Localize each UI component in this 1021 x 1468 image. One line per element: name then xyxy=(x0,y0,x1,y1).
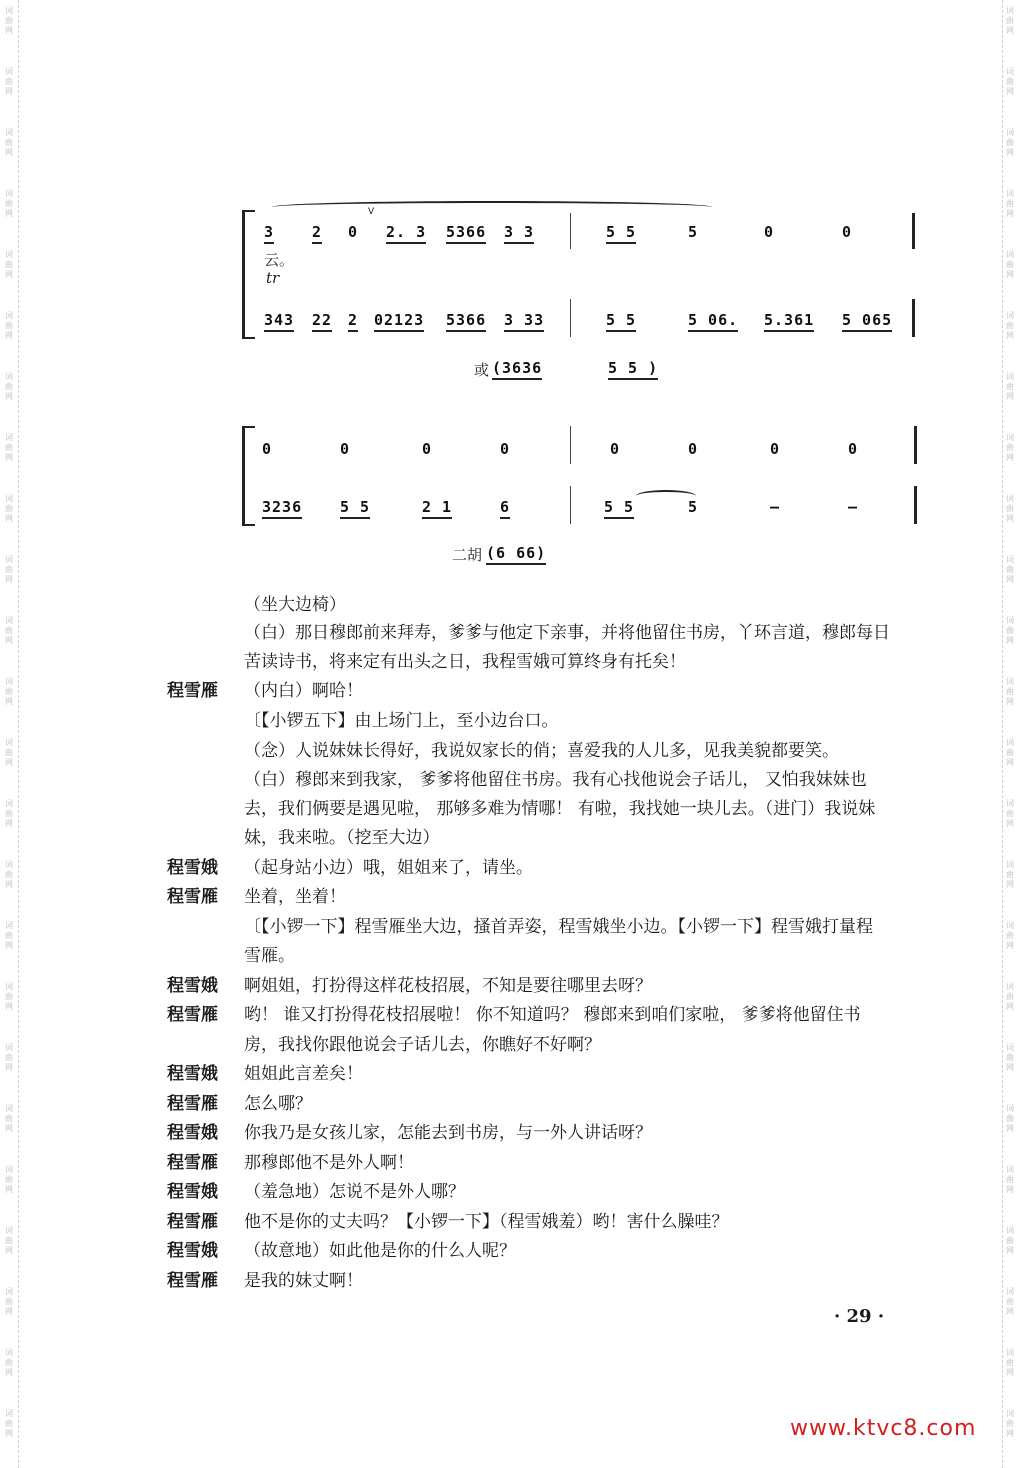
note: 2 xyxy=(312,223,322,244)
note: 343 xyxy=(264,311,294,332)
note: 5 5 xyxy=(340,498,370,519)
script-line: 姐姐此言差矣！ xyxy=(244,1064,363,1084)
end-barline xyxy=(912,213,915,249)
speaker-name: 程雪娥 xyxy=(167,1064,218,1084)
margin-watermark-text: 词 曲 网 xyxy=(5,982,13,1011)
script-line: （白）穆郎来到我家， 爹爹将他留住书房。我有心找他说会子话儿， 又怕我妹妹也 xyxy=(244,770,867,790)
margin-watermark-text: 词 曲 网 xyxy=(1006,799,1014,828)
margin-watermark-text: 词 曲 网 xyxy=(5,799,13,828)
note: 2. 3 xyxy=(386,223,426,244)
margin-watermark-text: 词 曲 网 xyxy=(1006,860,1014,889)
margin-watermark-text: 词 曲 网 xyxy=(5,1165,13,1194)
margin-watermark-text: 词 曲 网 xyxy=(5,1348,13,1377)
script-line: 那穆郎他不是外人啊！ xyxy=(244,1153,414,1173)
margin-watermark-text: 词 曲 网 xyxy=(5,1104,13,1133)
speaker-name: 程雪娥 xyxy=(167,1241,218,1261)
note: 3236 xyxy=(262,498,302,519)
speaker-name: 程雪娥 xyxy=(167,976,218,996)
script-line: 苦读诗书，将来定有出头之日，我程雪娥可算终身有托矣！ xyxy=(244,652,686,672)
margin-watermark-text: 词 曲 网 xyxy=(5,494,13,523)
script-line: 妹，我来啦。（挖至大边） xyxy=(244,828,440,848)
script-line: 哟！ 谁又打扮得花枝招展啦！ 你不知道吗？ 穆郎来到咱们家啦， 爹爹将他留住书 xyxy=(244,1005,861,1025)
note: 0 xyxy=(348,223,359,241)
note: 3 xyxy=(264,223,274,244)
margin-watermark-text: 词 曲 网 xyxy=(5,921,13,950)
note: — xyxy=(770,498,781,516)
note: 5 5 xyxy=(606,223,636,244)
speaker-name: 程雪雁 xyxy=(167,1153,218,1173)
tie-slur xyxy=(636,490,696,502)
note: 5 5 xyxy=(604,498,634,519)
end-barline xyxy=(914,486,917,524)
phrase-slur xyxy=(272,201,712,213)
note: 2 xyxy=(348,311,358,332)
margin-watermark-text: 词 曲 网 xyxy=(5,555,13,584)
note: 5 xyxy=(688,223,699,241)
margin-watermark-text: 词 曲 网 xyxy=(1006,982,1014,1011)
script-line: 去，我们俩要是遇见啦， 那够多难为情哪！ 有啦，我找她一块儿去。（进门）我说妹 xyxy=(244,799,876,819)
margin-watermark-text: 词 曲 网 xyxy=(5,433,13,462)
site-watermark: www.ktvc8.com xyxy=(790,1416,977,1441)
margin-watermark-text: 词 曲 网 xyxy=(1006,677,1014,706)
note: 5366 xyxy=(446,311,486,332)
script-line: 雪雁。 xyxy=(244,946,295,966)
barline xyxy=(570,426,571,464)
note: 0 xyxy=(262,440,273,458)
margin-watermark-text: 词 曲 网 xyxy=(5,1226,13,1255)
speaker-name: 程雪雁 xyxy=(167,1271,218,1291)
script-line: 啊姐姐，打扮得这样花枝招展，不知是要往哪里去呀？ xyxy=(244,976,652,996)
barline xyxy=(570,486,571,524)
note: 0 xyxy=(688,440,699,458)
note: 5 06. xyxy=(688,311,738,332)
trill-mark: tr xyxy=(266,269,280,287)
margin-watermark-text: 词 曲 网 xyxy=(1006,372,1014,401)
note: 0 xyxy=(422,440,433,458)
script-line: （坐大边椅） xyxy=(244,595,346,615)
barline xyxy=(570,213,571,249)
margin-watermark-text: 词 曲 网 xyxy=(5,677,13,706)
speaker-name: 程雪雁 xyxy=(167,887,218,907)
note: 2 1 xyxy=(422,498,452,519)
margin-watermark-text: 词 曲 网 xyxy=(1006,433,1014,462)
margin-watermark-text: 词 曲 网 xyxy=(1006,67,1014,96)
end-barline xyxy=(912,299,915,337)
script-line: （故意地）如此他是你的什么人呢？ xyxy=(244,1241,516,1261)
note: 5 xyxy=(688,498,699,516)
note: 0 xyxy=(842,223,853,241)
margin-watermark-text: 词 曲 网 xyxy=(1006,250,1014,279)
margin-watermark-text: 词 曲 网 xyxy=(1006,311,1014,340)
score-brace xyxy=(242,210,255,339)
erhu-label: 二胡 xyxy=(452,546,483,564)
note: 02123 xyxy=(374,311,424,332)
note: 22 xyxy=(312,311,332,332)
note: 5 5 xyxy=(606,311,636,332)
score-brace xyxy=(242,426,255,526)
script-line: 房，我找你跟他说会子话儿去，你瞧好不好啊？ xyxy=(244,1035,601,1055)
speaker-name: 程雪娥 xyxy=(167,858,218,878)
margin-watermark-text: 词 曲 网 xyxy=(5,372,13,401)
speaker-name: 程雪雁 xyxy=(167,1212,218,1232)
note: 0 xyxy=(770,440,781,458)
margin-watermark-text: 词 曲 网 xyxy=(1006,6,1014,35)
note: 3 3 xyxy=(504,223,534,244)
margin-watermark-text: 词 曲 网 xyxy=(5,250,13,279)
margin-watermark-text: 词 曲 网 xyxy=(1006,494,1014,523)
margin-watermark-text: 词 曲 网 xyxy=(5,1287,13,1316)
note: 5 065 xyxy=(842,311,892,332)
script-line: 〔【小锣一下】程雪雁坐大边，搔首弄姿，程雪娥坐小边。【小锣一下】程雪娥打量程 xyxy=(244,917,873,937)
script-line: 他不是你的丈夫吗？【小锣一下】（程雪娥羞）哟！害什么臊哇？ xyxy=(244,1212,729,1232)
breath-mark: V xyxy=(368,207,375,217)
margin-watermark-text: 词 曲 网 xyxy=(1006,738,1014,767)
lyric-text: 云。 xyxy=(264,251,295,269)
script-line: （内白）啊哈！ xyxy=(244,681,363,701)
margin-watermark-text: 词 曲 网 xyxy=(1006,1409,1014,1438)
margin-watermark-text: 词 曲 网 xyxy=(1006,616,1014,645)
margin-watermark-text: 词 曲 网 xyxy=(1006,189,1014,218)
margin-watermark-text: 词 曲 网 xyxy=(5,1043,13,1072)
margin-watermark-text: 词 曲 网 xyxy=(5,6,13,35)
margin-watermark-text: 词 曲 网 xyxy=(5,1409,13,1438)
script-line: （念）人说妹妹长得好，我说奴家长的俏；喜爱我的人儿多，见我美貌都要笑。 xyxy=(244,741,839,761)
note: 0 xyxy=(848,440,859,458)
score-system-1 xyxy=(238,195,928,385)
script-line: 怎么哪？ xyxy=(244,1094,312,1114)
note: 6 xyxy=(500,498,510,519)
margin-watermark-text: 词 曲 网 xyxy=(1006,1287,1014,1316)
page-number: · 29 · xyxy=(834,1306,885,1327)
margin-watermark-text: 词 曲 网 xyxy=(5,128,13,157)
end-barline xyxy=(914,426,917,464)
note: 5366 xyxy=(446,223,486,244)
note: 5.361 xyxy=(764,311,814,332)
note: 0 xyxy=(500,440,511,458)
margin-watermark-text: 词 曲 网 xyxy=(5,311,13,340)
note: 0 xyxy=(764,223,775,241)
margin-watermark-text: 词 曲 网 xyxy=(1006,1165,1014,1194)
margin-watermark-text: 词 曲 网 xyxy=(1006,1348,1014,1377)
speaker-name: 程雪雁 xyxy=(167,681,218,701)
script-line: （起身站小边）哦，姐姐来了，请坐。 xyxy=(244,858,533,878)
score-system-2 xyxy=(238,420,928,570)
margin-watermark-text: 词 曲 网 xyxy=(1006,555,1014,584)
note: (6 66) xyxy=(486,544,546,565)
script-line: 坐着，坐着！ xyxy=(244,887,346,907)
alternate-label: 或 xyxy=(474,361,490,379)
note: 3 33 xyxy=(504,311,544,332)
script-line: 你我乃是女孩儿家，怎能去到书房，与一外人讲话呀？ xyxy=(244,1123,652,1143)
margin-watermark-text: 词 曲 网 xyxy=(5,616,13,645)
speaker-name: 程雪雁 xyxy=(167,1005,218,1025)
script-line: 是我的妹丈啊！ xyxy=(244,1271,363,1291)
note: — xyxy=(848,498,859,516)
speaker-name: 程雪娥 xyxy=(167,1123,218,1143)
margin-watermark-text: 词 曲 网 xyxy=(1006,1104,1014,1133)
note: 5 5 ) xyxy=(608,359,658,380)
note: 0 xyxy=(610,440,621,458)
margin-watermark-text: 词 曲 网 xyxy=(1006,1043,1014,1072)
margin-watermark-text: 词 曲 网 xyxy=(5,860,13,889)
script-line: （羞急地）怎说不是外人哪？ xyxy=(244,1182,465,1202)
margin-watermark-text: 词 曲 网 xyxy=(1006,1226,1014,1255)
script-line: 〔【小锣五下】由上场门上，至小边台口。 xyxy=(244,711,559,731)
speaker-name: 程雪娥 xyxy=(167,1182,218,1202)
margin-watermark-text: 词 曲 网 xyxy=(5,67,13,96)
script-line: （白）那日穆郎前来拜寿，爹爹与他定下亲事，并将他留住书房，丫环言道，穆郎每日 xyxy=(244,623,890,643)
margin-watermark-text: 词 曲 网 xyxy=(5,189,13,218)
margin-watermark-text: 词 曲 网 xyxy=(1006,128,1014,157)
margin-watermark-text: 词 曲 网 xyxy=(1006,921,1014,950)
barline xyxy=(570,299,571,337)
speaker-name: 程雪雁 xyxy=(167,1094,218,1114)
note: 0 xyxy=(340,440,351,458)
note: (3636 xyxy=(492,359,542,380)
margin-watermark-text: 词 曲 网 xyxy=(5,738,13,767)
